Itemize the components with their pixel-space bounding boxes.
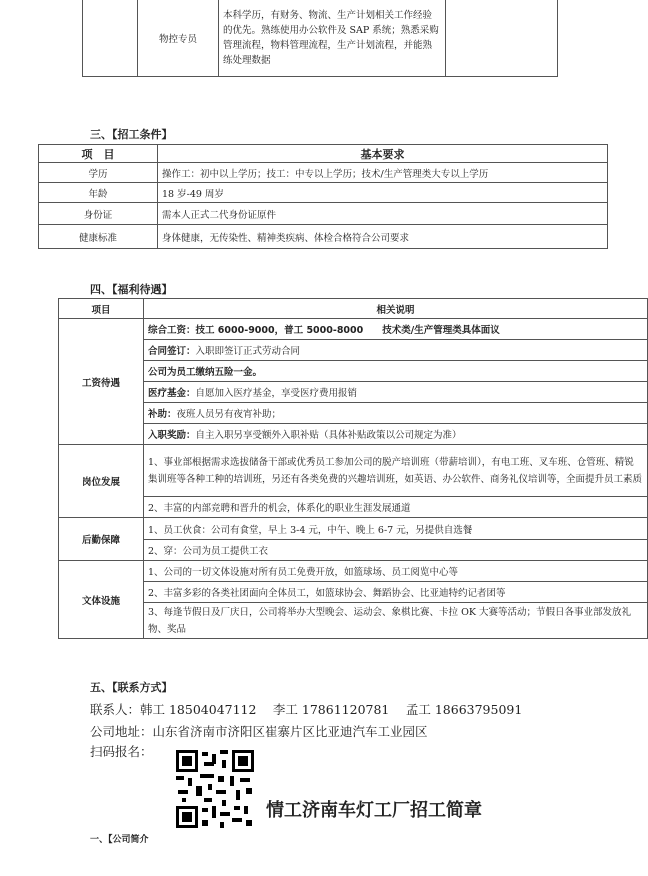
conditions-table [38, 144, 608, 249]
condition-req: 需本人正式二代身份证原件 [158, 203, 608, 225]
logistics-line: 2、穿：公司为员工提供工衣 [144, 540, 648, 561]
wage-line: 公司为员工缴纳五险一金。 [144, 361, 648, 382]
banner-title: 情工济南车灯工厂招工简章 [266, 800, 482, 821]
wage-line [144, 403, 648, 424]
subsidy-key: 补助： [148, 409, 177, 420]
contract-key: 合同签订： [148, 346, 196, 357]
logistics-label: 后勤保障 [59, 518, 144, 561]
company-address: 公司地址：山东省济南市济阳区崔寨片区比亚迪汽车工业园区 [90, 724, 428, 739]
benefits-table [58, 298, 648, 639]
culture-label: 文体设施 [59, 561, 144, 639]
job-table-blank-right [446, 0, 558, 77]
contract-value: 入职即签订正式劳动合同 [195, 346, 301, 357]
condition-item: 健康标准 [39, 225, 158, 249]
conditions-header-item: 项 目 [39, 145, 158, 163]
benefits-header-desc: 相关说明 [144, 299, 648, 319]
career-line: 2、丰富的内部竞聘和晋升的机会，体系化的职业生涯发展通道 [144, 497, 648, 518]
qr-code-icon[interactable] [176, 750, 254, 828]
condition-item: 身份证 [39, 203, 158, 225]
contact-people: 联系人：韩工 18504047112 李工 17861120781 孟工 18663795091 [90, 702, 523, 717]
section5-title: 五、【联系方式】 [90, 681, 173, 694]
wage-line [144, 382, 648, 403]
job-table-blank [83, 0, 138, 77]
medical-key: 医疗基金： [148, 388, 196, 399]
bonus-key: 入职奖励： [148, 430, 196, 441]
wage-line [144, 424, 648, 445]
section4-title: 四、【福利待遇】 [90, 283, 173, 296]
job-requirement: 本科学历，有财务、物流、生产计划相关工作经验的优先。熟练使用办公软件及 SAP 系统；熟悉采购管理流程，物料管理流程，生产计划流程，并能熟练处理数据 [219, 0, 446, 77]
career-line: 1、事业部根据需求选拔储备干部或优秀员工参加公司的脱产培训班（带薪培训），有电工班、叉车班、仓管班、精锐集训班等各种工种的培训班，另还有各类免费的兴趣培训班，如英语、办公软件、商务礼仪培训等，全面提升员工素质 [144, 445, 648, 497]
culture-line: 1、公司的一切文体设施对所有员工免费开放，如篮球场、员工阅览中心等 [144, 561, 648, 582]
wage-label: 工资待遇 [59, 319, 144, 445]
subsidy-value: 夜班人员另有夜宵补助； [176, 409, 282, 420]
condition-req: 身体健康，无传染性、精神类疾病、体检合格符合公司要求 [158, 225, 608, 249]
benefits-header-item: 项目 [59, 299, 144, 319]
conditions-header-req: 基本要求 [158, 145, 608, 163]
wage-line: 综合工资：技工 6000-9000，普工 5000-8000 技术类/生产管理类具体面议 [144, 319, 648, 340]
wage-line [144, 340, 648, 361]
section3-title: 三、【招工条件】 [90, 128, 173, 141]
scan-label: 扫码报名： [90, 744, 153, 759]
job-table [82, 0, 558, 77]
culture-line: 2、丰富多彩的各类社团面向全体员工，如篮球协会、舞蹈协会、比亚迪特约记者团等 [144, 582, 648, 603]
condition-item: 学历 [39, 163, 158, 183]
medical-value: 自愿加入医疗基金，享受医疗费用报销 [195, 388, 358, 399]
job-role: 物控专员 [138, 0, 219, 77]
condition-req: 操作工：初中以上学历；技工：中专以上学历；技术/生产管理类大专以上学历 [158, 163, 608, 183]
career-label: 岗位发展 [59, 445, 144, 518]
condition-item: 年龄 [39, 183, 158, 203]
condition-req: 18 岁-49 周岁 [158, 183, 608, 203]
logistics-line: 1、员工伙食：公司有食堂，早上 3-4 元，中午、晚上 6-7 元，另提供自选餐 [144, 518, 648, 540]
bonus-value: 自主入职另享受额外入职补贴（具体补贴政策以公司规定为准） [195, 430, 462, 441]
culture-line: 3、每逢节假日及厂庆日，公司将举办大型晚会、运动会、象棋比赛、卡拉 OK 大赛等活动；节假日各事业部发放礼物、奖品 [144, 603, 648, 639]
next-page-heading: 一、【公司简介 [90, 835, 149, 845]
